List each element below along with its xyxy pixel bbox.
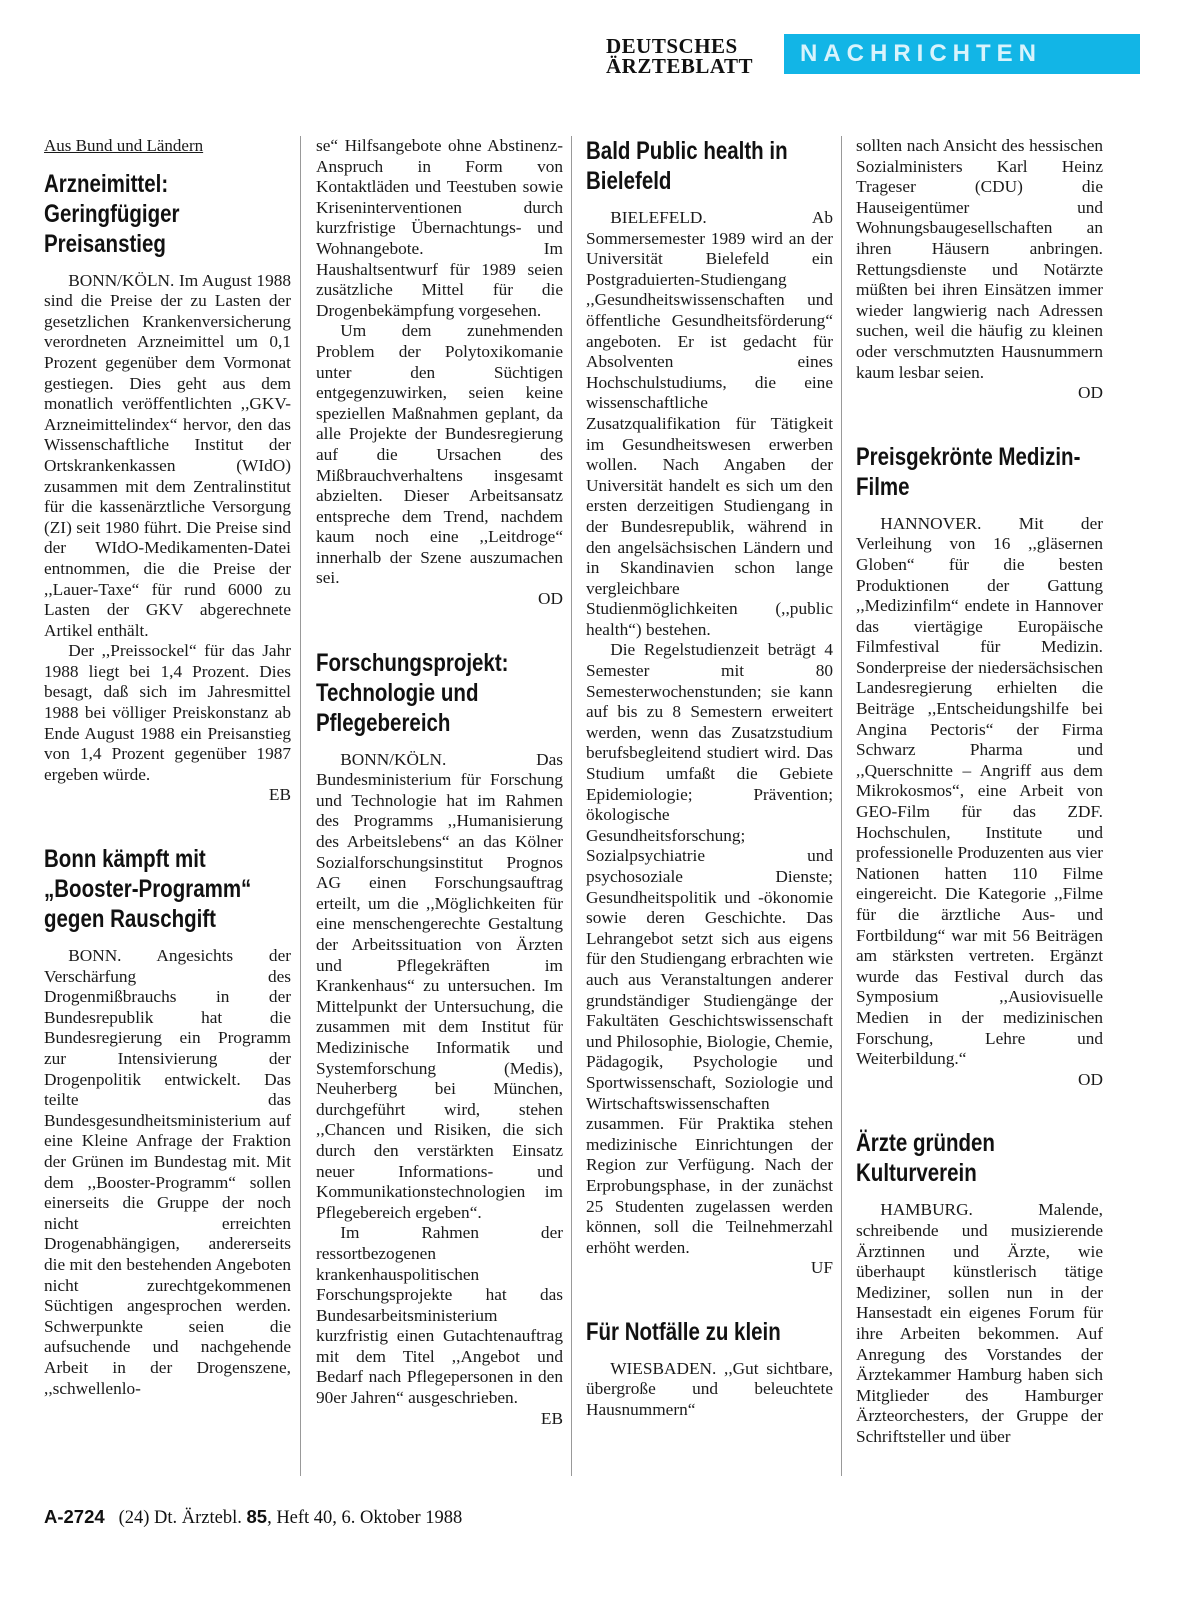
article-paragraph: HANNOVER. Mit der Verleihung von 16 ,,gläsernen Globen“ für die besten Produktionen der Gattung ,,Medizinfilm“ endete in Hannover das viertägige Europäische Filmfestival für Medizin. Sonderpreise der niedersächsischen Landesregierung erhielten die Beiträge ,,Entscheidungshilfe bei Angina Pectoris“ der Firma Schwarz Pharma und ,,Querschnitte – Angriff aus dem Mikrokosmos“, eine Arbeit von GEO-Film für das ZDF. Hochschulen, Institute und professionelle Produzenten aus vier Nationen hatten 110 Filme eingereicht. Die Kategorie ,,Filme für die ärztliche Aus- und Fortbildung“ war mit 56 Beiträgen am stärksten vertreten. Ergänzt wurde das Festival durch das Symposium ,,Ausiovisuelle Medien in der medizinischen Forschung, Lehre und Weiterbildung.“ bbox=[856, 513, 1103, 1069]
article-paragraph: BONN. Angesichts der Verschärfung des Drogenmißbrauchs in der Bundesrepublik hat die Bundesregierung ein Programm zur Intensivierung der Drogenpolitik entwickelt. Das teilte das Bundesgesundheitsministerium auf eine Kleine Anfrage der Fraktion der Grünen im Bundestag mit. Mit dem ,,Booster-Programm“ sollen einerseits die Gruppe der noch nicht erreichten Drogenabhängigen, andererseits die mit den bestehenden Angeboten nicht zurechtgekommenen Süchtigen angesprochen werden. Schwerpunkte seien die aufsuchende und nachgehende Arbeit in der Drogenszene, ,,schwellenlo- bbox=[44, 946, 291, 1398]
page-footer bbox=[44, 1506, 462, 1529]
footer-citation: (24) Dt. Ärztebl. bbox=[118, 1508, 242, 1528]
article-paragraph: HAMBURG. Malende, schreibende und musizierende Ärztinnen und Ärzte, wie überhaupt künstlerisch tätige Mediziner, sollen nun in der Hansestadt ein eigenes Forum für ihre Arbeiten bekommen. Auf Anregung des Vorstandes der Ärztekammer Hamburg haben sich Mitglieder des Hamburger Ärzteorchesters, der Gruppe der Schriftsteller und über bbox=[856, 1200, 1103, 1446]
journal-title-line2: ÄRZTEBLATT bbox=[606, 54, 753, 78]
article-paragraph: BONN/KÖLN. Im August 1988 sind die Preise der zu Lasten der gesetzlichen Krankenversicherung verordneten Arzneimittel um 0,1 Prozent gegenüber dem Vormonat gestiegen. Dies geht aus dem monatlich veröffentlichten ,,GKV-Arzneimittelindex“ hervor, den das Wissenschaftliche Institut der Ortskrankenkassen (WIdO) zusammen mit dem Zentralinstitut für die kassenärztliche Versorgung (ZI) seit 1980 führt. Die Preise sind der WIdO-Medikamenten-Datei entnommen, die die Preise der ,,Lauer-Taxe“ für rund 6000 zu Lasten der GKV abgerechnete Artikel enthält. bbox=[44, 270, 291, 640]
article-paragraph: Der ,,Preissockel“ für das Jahr 1988 liegt bei 1,4 Prozent. Dies besagt, daß sich im Jahresmittel 1988 bei völliger Preiskonstanz ab Ende August 1988 ein Preisanstieg von 1,4 Prozent gegenüber 1987 ergeben würde. bbox=[44, 641, 291, 784]
article-paragraph: BONN/KÖLN. Das Bundesministerium für Forschung und Technologie hat im Rahmen des Programms ,,Humanisierung des Arbeitslebens“ an das Kölner Sozialforschungsinstitut Prognos AG einen Forschungsauftrag erteilt, um die ,,Möglichkeiten für eine menschengerechte Gestaltung der Arbeitssituation von Ärzten und Pflegekräften im Krankenhaus“ zu untersuchen. Im Mittelpunkt der Untersuchung, die zusammen mit dem Institut für Medizinische Informatik und Systemforschung (Medis), Neuherberg bei München, durchgeführt wird, stehen ,,Chancen und Risiken, die sich durch den verstärkten Einsatz neuer Informations- und Kommunikationstechnologien im Pflegebereich ergeben“. bbox=[316, 749, 563, 1222]
article-paragraph: WIESBADEN. ,,Gut sichtbare, übergroße und beleuchtete Hausnummern“ bbox=[586, 1358, 833, 1420]
article-paragraph: se“ Hilfsangebote ohne Abstinenz-Anspruch in Form von Kontaktläden und Teestuben sowie Kriseninterventionen durch kurzfristige Übernachtungs- und Wohnangebote. Im Haushaltsentwurf für 1989 seien zusätzliche Mittel für die Drogenbekämpfung vorgesehen. bbox=[316, 136, 563, 320]
author-signature: EB bbox=[540, 1408, 563, 1428]
column-rule bbox=[841, 136, 842, 1476]
author-signature: OD bbox=[1078, 1069, 1103, 1089]
section-kicker: Aus Bund und Ländern bbox=[44, 136, 204, 155]
headline-forschungsprojekt: Forschungsprojekt: Technologie und Pflegebereich bbox=[316, 648, 509, 737]
headline-public-health: Bald Public health in Bielefeld bbox=[586, 137, 788, 195]
headline-booster-programm: Bonn kämpft mit „Booster-Programm“ gegen Rauschgift bbox=[44, 845, 252, 934]
headline-medizin-filme: Preisgekrönte Medizin-Filme bbox=[856, 442, 1081, 501]
article-paragraph: Im Rahmen der ressortbezogenen krankenhauspolitischen Forschungsprojekte hat das Bundesarbeitsministerium kurzfristig einen Gutachtenauftrag mit dem Titel ,,Angebot und Bedarf nach Pflegepersonen in den 90er Jahren“ ausgeschrieben. bbox=[316, 1223, 563, 1408]
journal-title bbox=[606, 36, 766, 76]
author-signature: OD bbox=[1078, 383, 1103, 403]
column-3 bbox=[586, 136, 833, 1421]
article-paragraph: Die Regelstudienzeit beträgt 4 Semester mit 80 Semesterwochenstunden; sie kann auf bis zu 8 Semestern erweitert werden, wenn das Zusatzstudium berufsbegleitend studiert wird. Das Studium umfaßt die Gebiete Epidemiologie; Prävention; ökologische Gesundheitsforschung; Sozialpsychiatrie und psychosoziale Dienste; Gesundheitspolitik und -ökonomie sowie deren Geschichte. Das Lehrangebot setzt sich aus eigens für den Studiengang erbrachten wie auch aus Veranstaltungen anderer grundständiger Studiengänge der Fakultäten Geschichtswissenschaft und Philosophie, Biologie, Chemie, Pädagogik, Psychologie und Sportwissenschaft, Soziologie und Wirtschaftswissenschaften zusammen. Für Praktika stehen medizinische Einrichtungen der Region zur Verfügung. Nach der Erprobungsphase, in der zunächst 25 Studenten zugelassen werden können, soll die Teilnehmerzahl erhöht werden. bbox=[586, 640, 833, 1257]
column-4 bbox=[856, 136, 1103, 1447]
headline-arzneimittel: Arzneimittel: Geringfügiger Preisanstieg bbox=[44, 169, 180, 258]
column-rule bbox=[300, 136, 301, 1476]
column-2 bbox=[316, 136, 563, 1429]
article-paragraph: sollten nach Ansicht des hessischen Sozialministers Karl Heinz Trageser (CDU) die Hauseigentümer und Wohnungsbaugesellschaften an ihren Häusern anbringen. Rettungsdienste und Notärzte müßten bei ihren Einsätzen immer wieder langwierig nach Adressen suchen, weil die häufig zu kleinen oder verschmutzten Hausnummern kaum lesbar seien. bbox=[856, 136, 1103, 382]
page-code: A-2724 bbox=[44, 1506, 105, 1527]
headline-notfaelle: Für Notfälle zu klein bbox=[586, 1317, 781, 1346]
column-rule bbox=[571, 136, 572, 1476]
footer-volume: 85 bbox=[246, 1506, 268, 1527]
footer-issue: , Heft 40, 6. Oktober 1988 bbox=[267, 1508, 463, 1528]
author-signature: OD bbox=[538, 589, 563, 609]
column-1 bbox=[44, 136, 291, 1399]
headline-kulturverein: Ärzte gründen Kulturverein bbox=[856, 1129, 995, 1188]
section-band bbox=[784, 34, 1140, 74]
author-signature: UF bbox=[810, 1258, 833, 1278]
section-label: NACHRICHTEN bbox=[800, 40, 1042, 67]
author-signature: EB bbox=[268, 785, 291, 805]
journal-title-line1: DEUTSCHES bbox=[606, 34, 738, 58]
article-paragraph: BIELEFELD. Ab Sommersemester 1989 wird an der Universität Bielefeld ein Postgraduierten-Studiengang ,,Gesundheitswissenschaften und öffentliche Gesundheitsförderung“ angeboten. Er ist gedacht für Absolventen eines Hochschulstudiums, die eine wissenschaftliche Zusatzqualifikation für Tätigkeit im Gesundheitswesen erwerben wollen. Nach Angaben der Universität handelt es sich um den ersten derzeitigen Studiengang in der Bundesrepublik, während in den angelsächsischen Ländern und in Skandinavien schon lange vergleichbare Studienmöglichkeiten (,,public health“) bestehen. bbox=[586, 208, 833, 639]
article-paragraph: Um dem zunehmenden Problem der Polytoxikomanie unter den Süchtigen entgegenzuwirken, seien keine speziellen Maßnahmen geplant, da alle Projekte der Bundesregierung auf die Ursachen des Mißbrauchverhaltens insgesamt abzielten. Dieser Arbeitsansatz entspreche dem Trend, nachdem kaum noch eine ,,Leitdroge“ innerhalb der Szene auszumachen sei. bbox=[316, 321, 563, 588]
